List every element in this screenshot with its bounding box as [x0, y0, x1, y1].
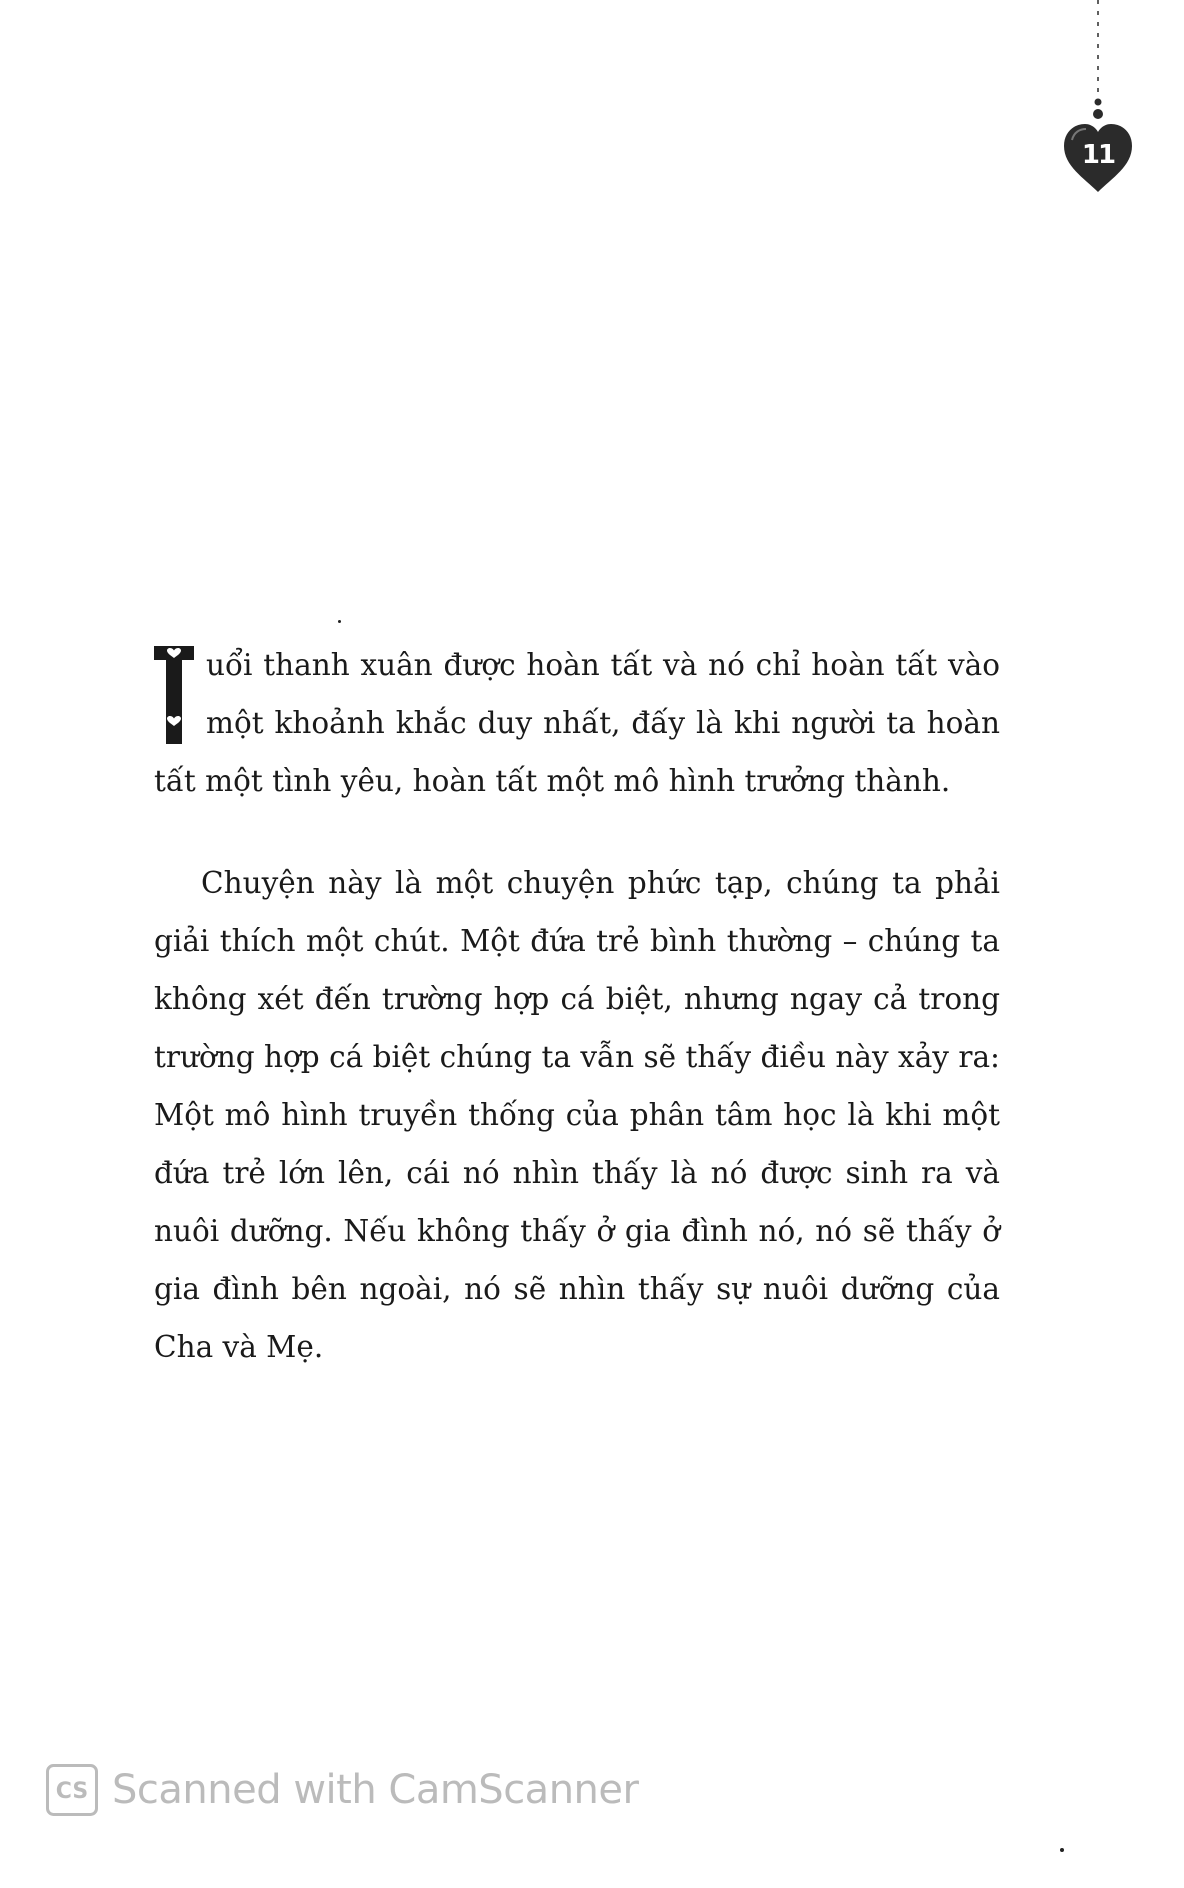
drop-cap — [154, 646, 194, 744]
paragraph-1-text: uổi thanh xuân được hoàn tất và nó chỉ hoàn tất vào một khoảnh khắc duy nhất, đấy là khi người ta hoàn tất một tình yêu, hoàn tất một mô hình trưởng thành. — [154, 648, 1000, 798]
heart-pendant-icon — [1058, 0, 1138, 200]
body-text — [154, 636, 1000, 1376]
drop-cap-t — [154, 646, 194, 744]
paragraph-1 — [154, 636, 1000, 810]
scan-speck — [338, 620, 341, 623]
paragraph-2: Chuyện này là một chuyện phức tạp, chúng ta phải giải thích một chút. Một đứa trẻ bình thường – chúng ta không xét đến trường hợp cá biệt, nhưng ngay cả trong trường hợp cá biệt chúng ta vẫn sẽ thấy điều này xảy ra: Một mô hình truyền thống của phân tâm học là khi một đứa trẻ lớn lên, cái nó nhìn thấy là nó được sinh ra và nuôi dưỡng. Nếu không thấy ở gia đình nó, nó sẽ thấy ở gia đình bên ngoài, nó sẽ nhìn thấy sự nuôi dưỡng của Cha và Mẹ. — [154, 866, 1000, 1364]
camscanner-logo-icon — [46, 1764, 98, 1816]
scanner-watermark — [46, 1764, 638, 1816]
watermark-text: Scanned with CamScanner — [112, 1767, 639, 1813]
logo-text: CS — [55, 1779, 89, 1804]
page-number: 11 — [1081, 140, 1115, 170]
scan-speck — [1060, 1848, 1064, 1852]
